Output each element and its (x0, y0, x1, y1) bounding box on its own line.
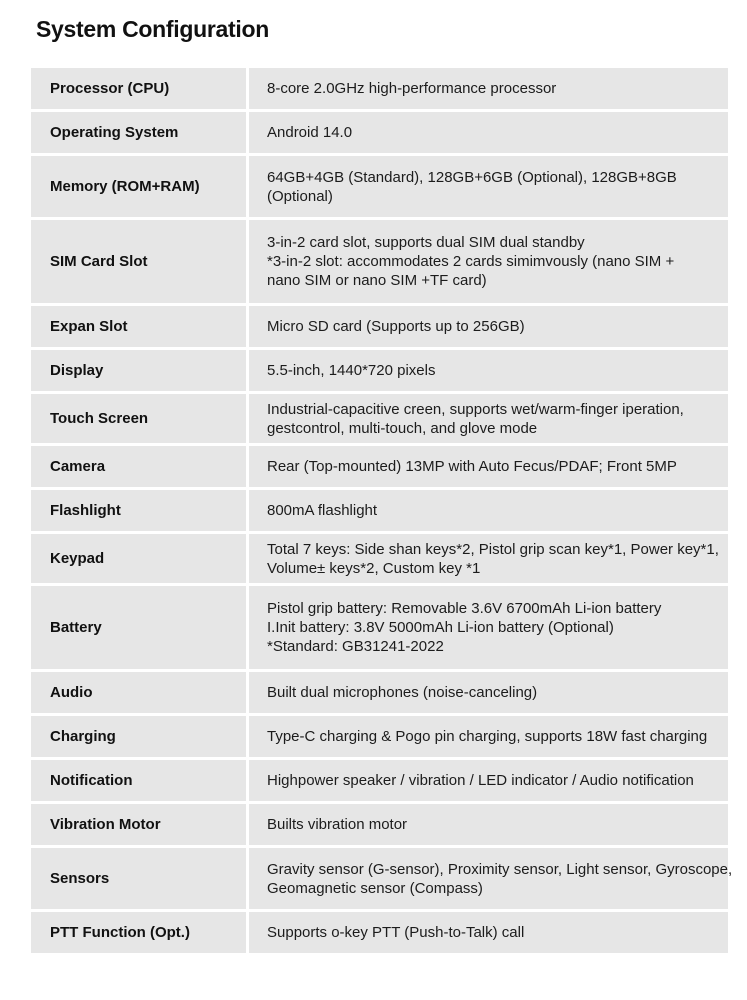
spec-value-line: Built dual microphones (noise-canceling) (267, 684, 538, 701)
spec-value (249, 848, 733, 909)
spec-label: Operating System (31, 112, 249, 153)
spec-value (249, 490, 728, 531)
spec-value-line: Supports o-key PTT (Push-to-Talk) call (267, 924, 525, 941)
spec-value-line: 8-core 2.0GHz high-performance processor (267, 80, 557, 97)
page-title: System Configuration (36, 16, 269, 42)
spec-value-line: Gravity sensor (G-sensor), Proximity sensor, Light sensor, Gyroscope, (267, 860, 733, 878)
spec-value (249, 586, 728, 669)
spec-row (31, 68, 728, 109)
spec-table-body (31, 68, 733, 953)
spec-value-line: Geomagnetic sensor (Compass) (267, 879, 483, 897)
spec-label: Processor (CPU) (31, 68, 249, 109)
spec-row (31, 534, 728, 583)
spec-value-line: nano SIM or nano SIM +TF card) (267, 272, 487, 289)
spec-value (249, 220, 728, 303)
spec-value-line: Total 7 keys: Side shan keys*2, Pistol grip scan key*1, Power key*1, (267, 540, 719, 558)
spec-value (249, 672, 728, 713)
spec-value-line: Builts vibration motor (267, 816, 408, 833)
spec-value-line: Micro SD card (Supports up to 256GB) (267, 318, 525, 335)
spec-value-line: Industrial-capacitive creen, supports wet/warm-finger iperation, (267, 400, 684, 418)
spec-row (31, 490, 728, 531)
spec-label: Charging (31, 716, 249, 757)
spec-value-line: I.Init battery: 3.8V 5000mAh Li-ion battery (Optional) (267, 619, 614, 636)
spec-label: Camera (31, 446, 249, 487)
spec-row (31, 672, 728, 713)
spec-label: Audio (31, 672, 249, 713)
spec-value-line: *3-in-2 slot: accommodates 2 cards simimvously (nano SIM + (267, 253, 675, 270)
spec-row (31, 848, 728, 909)
spec-value (249, 394, 728, 443)
spec-row (31, 350, 728, 391)
spec-row (31, 112, 728, 153)
spec-value (249, 156, 728, 217)
spec-value (249, 112, 728, 153)
spec-value (249, 912, 728, 953)
spec-label: Touch Screen (31, 394, 249, 443)
spec-value-line: (Optional) (267, 187, 333, 205)
spec-label: PTT Function (Opt.) (31, 912, 249, 953)
spec-value (249, 350, 728, 391)
spec-value (249, 68, 728, 109)
spec-value (249, 804, 728, 845)
spec-value-line: Volume± keys*2, Custom key *1 (267, 559, 481, 577)
spec-label: SIM Card Slot (31, 220, 249, 303)
spec-label: Expan Slot (31, 306, 249, 347)
spec-label: Keypad (31, 534, 249, 583)
spec-table (31, 65, 733, 956)
spec-row (31, 220, 728, 303)
spec-row (31, 912, 728, 953)
spec-label: Memory (ROM+RAM) (31, 156, 249, 217)
spec-value (249, 306, 728, 347)
spec-value (249, 446, 728, 487)
spec-value-line: *Standard: GB31241-2022 (267, 638, 444, 655)
spec-row (31, 446, 728, 487)
spec-label: Vibration Motor (31, 804, 249, 845)
spec-row (31, 716, 728, 757)
spec-value (249, 716, 728, 757)
spec-value-line: Highpower speaker / vibration / LED indicator / Audio notification (267, 772, 694, 789)
spec-value (249, 760, 728, 801)
spec-row (31, 156, 728, 217)
spec-value-line: Rear (Top-mounted) 13MP with Auto Fecus/PDAF; Front 5MP (267, 458, 677, 475)
spec-value-line: Android 14.0 (267, 124, 353, 141)
spec-row (31, 394, 728, 443)
spec-value-line: gestcontrol, multi-touch, and glove mode (267, 419, 538, 437)
spec-label: Sensors (31, 848, 249, 909)
spec-label: Notification (31, 760, 249, 801)
spec-value-line: Pistol grip battery: Removable 3.6V 6700mAh Li-ion battery (267, 600, 662, 617)
spec-value-line: 64GB+4GB (Standard), 128GB+6GB (Optional), 128GB+8GB (267, 168, 677, 186)
spec-row (31, 804, 728, 845)
spec-row (31, 306, 728, 347)
spec-row (31, 586, 728, 669)
spec-value-line: 3-in-2 card slot, supports dual SIM dual standby (267, 234, 585, 251)
spec-label: Flashlight (31, 490, 249, 531)
spec-value-line: 5.5-inch, 1440*720 pixels (267, 362, 436, 379)
spec-label: Display (31, 350, 249, 391)
spec-value (249, 534, 728, 583)
spec-value-line: Type-C charging & Pogo pin charging, supports 18W fast charging (267, 728, 708, 745)
spec-label: Battery (31, 586, 249, 669)
spec-value-line: 800mA flashlight (267, 502, 378, 519)
spec-row (31, 760, 728, 801)
